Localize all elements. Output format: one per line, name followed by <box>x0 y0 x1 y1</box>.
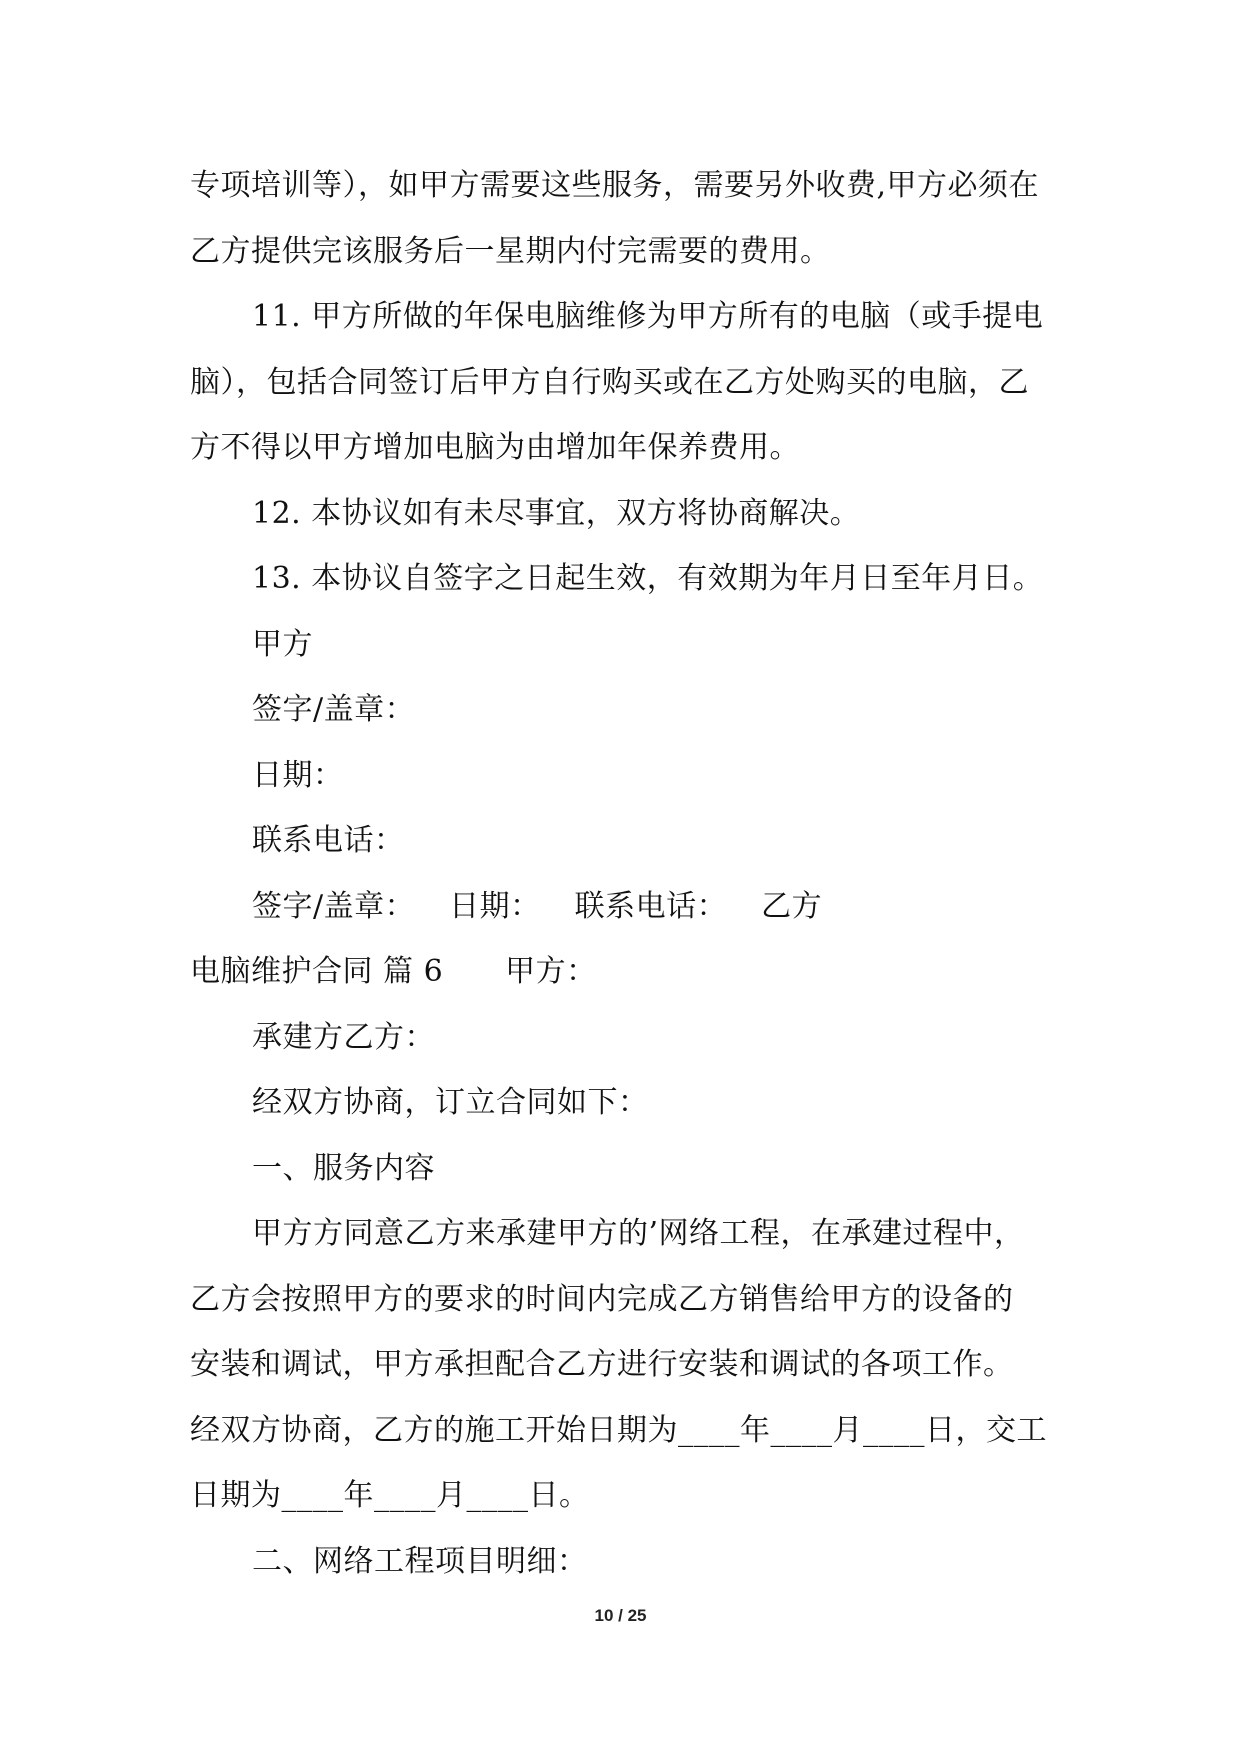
page-number: 10 / 25 <box>594 1606 647 1625</box>
section-heading <box>190 939 1060 1005</box>
signature-row-date-label: 日期： <box>449 888 541 924</box>
end-date-line: 日期为____年____月____日。 <box>190 1478 590 1513</box>
paragraph-line: 乙方提供完该服务后一星期内付完需要的费用。 <box>190 233 831 269</box>
clause-11-line: 11. 甲方所做的年保电脑维修为甲方所有的电脑（或手提电 <box>252 299 1044 334</box>
paragraph-line: 甲方方同意乙方来承建甲方的’网络工程，在承建过程中， <box>252 1216 1025 1251</box>
paragraph-line: 经双方协商，订立合同如下： <box>252 1085 649 1120</box>
paragraph-line: 安装和调试，甲方承担配合乙方进行安装和调试的各项工作。 <box>190 1347 1014 1382</box>
section-party-a-label: 甲方： <box>505 954 597 989</box>
signature-row <box>190 874 1060 940</box>
date-field-label: 日期： <box>252 757 344 793</box>
signature-field-label: 签字/盖章： <box>252 692 416 727</box>
phone-field-label: 联系电话： <box>252 823 405 858</box>
section-title: 电脑维护合同 篇 6 <box>190 954 444 989</box>
subsection-heading: 一、服务内容 <box>252 1150 435 1186</box>
paragraph-line: 方不得以甲方增加电脑为由增加年保养费用。 <box>190 430 800 465</box>
paragraph-line: 脑），包括合同签订后甲方自行购买或在乙方处购买的电脑，乙 <box>190 364 1029 400</box>
signature-row-party-b-label: 乙方 <box>761 888 823 924</box>
subsection-heading: 二、网络工程项目明细： <box>252 1543 588 1579</box>
start-date-line: 经双方协商，乙方的施工开始日期为____年____月____日，交工 <box>190 1412 1047 1448</box>
clause-13-line: 13. 本协议自签字之日起生效，有效期为年月日至年月日。 <box>252 561 1044 596</box>
paragraph-line: 乙方会按照甲方的要求的时间内完成乙方销售给甲方的设备的 <box>190 1281 1014 1317</box>
signature-row-sign-label: 签字/盖章： <box>252 888 416 924</box>
clause-12-line: 12. 本协议如有未尽事宜，双方将协商解决。 <box>252 495 861 531</box>
contractor-label: 承建方乙方： <box>252 1019 435 1055</box>
party-a-label: 甲方 <box>252 626 313 662</box>
paragraph-line: 专项培训等），如甲方需要这些服务，需要另外收费,甲方必须在 <box>190 168 1040 203</box>
document-body <box>190 153 1060 1594</box>
signature-row-phone-label: 联系电话： <box>574 888 728 924</box>
